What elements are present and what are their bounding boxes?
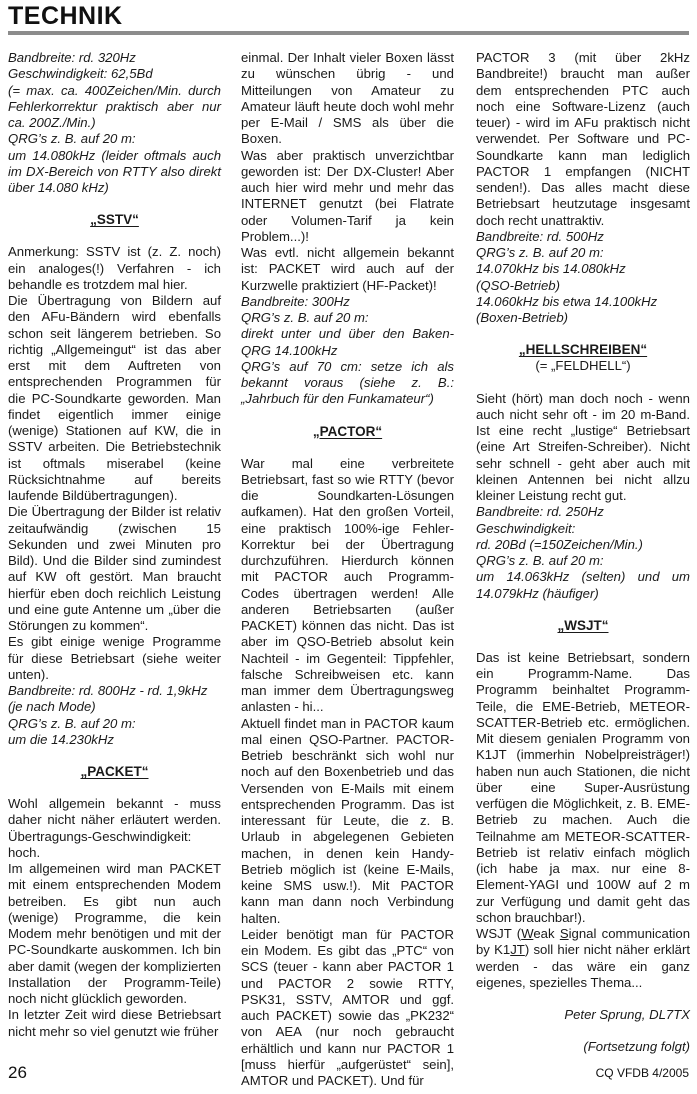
rtty-spec: Bandbreite: rd. 320Hz bbox=[8, 50, 136, 65]
hellschreiben-subheading: (= „FELDHELL“) bbox=[535, 358, 631, 374]
pactor-spec: (Boxen-Betrieb) bbox=[476, 310, 569, 325]
column-1 bbox=[8, 50, 221, 1040]
sstv-spec: QRG’s z. B. auf 20 m: bbox=[8, 715, 136, 731]
hellschreiben-spec: rd. 20Bd (=150Zeichen/Min.) bbox=[476, 536, 643, 552]
packet-spec: QRG’s auf 70 cm: setze ich als bekannt voraus (siehe z. B.: „Jahrbuch für den Funkamateur“) bbox=[241, 358, 454, 407]
sstv-paragraph: Anmerkung: SSTV ist (z. Z. noch) ein analoges(!) Verfahren - ich behandle es trotzdem mal hier. bbox=[8, 244, 221, 292]
pactor-paragraph: Aktuell findet man in PACTOR kaum mal einen QSO-Partner. PACTOR-Betrieb beschränkt sich wohl nur noch auf den Boxenbetrieb und das Versenden von E-Mails mit einem entsprechenden Programm. Das ist interessant für Leute, die z. B. Urlaub in abgelegenen Gebieten machen, in denen kein Handy-Betrieb möglich ist (keine E-Mails, keine SMS usw.!). Mit PACTOR kann man dann noch Verbindung halten. bbox=[241, 715, 454, 926]
continuation-note: (Fortsetzung folgt) bbox=[583, 1039, 690, 1055]
rtty-spec: um 14.080kHz (leider oftmals auch im DX-Bereich von RTTY also direkt über 14.080 kHz) bbox=[8, 147, 221, 195]
pactor-spec: 14.060kHz bis etwa 14.100kHz bbox=[476, 293, 658, 309]
hellschreiben-spec: Bandbreite: rd. 250Hz bbox=[476, 504, 604, 520]
sstv-spec: Bandbreite: rd. 800Hz - rd. 1,9kHz bbox=[8, 683, 208, 698]
wsjt-heading: „WSJT“ bbox=[557, 617, 609, 633]
rtty-spec: Geschwindigkeit: 62,5Bd bbox=[8, 66, 153, 82]
packet-paragraph: Was aber praktisch unverzichtbar geworden ist: Der DX-Cluster! Aber auch hier wird mehr und mehr das INTERNET genutzt (bei Flatrate oder Volumen-Tarif ja kein Problem...)! bbox=[241, 147, 454, 244]
section-title: TECHNIK bbox=[8, 2, 123, 30]
sstv-paragraph: Es gibt einige wenige Programme für diese Betriebsart (siehe weiter unten). bbox=[8, 634, 221, 682]
packet-heading: „PACKET“ bbox=[80, 764, 149, 779]
packet-spec: Bandbreite: 300Hz bbox=[241, 293, 350, 309]
wsjt-paragraph: Das ist keine Betriebsart, sondern ein Programm-Name. Das Programm beinhaltet Programm-Teile, die EME-Betrieb, METEOR-SCATTER-Betrieb etc. ermöglichen. Mit diesem genialen Programm von K1JT (immerhin Nobelpreisträger!) haben nun auch Stationen, die nicht über eine Super-Ausrüstung verfügen die Möglichkeit, z. B. EME-Betrieb zu machen. Auch die Teilnahme am METEOR-SCATTER-Betrieb ist relativ einfach möglich (ich habe ja max. nur eine 8-Element-YAGI und 100W auf 2 m zur Verfügung und damit geht das schon brauchbar!). bbox=[476, 649, 690, 925]
sstv-paragraph: Die Übertragung von Bildern auf den AFu-Bändern wird ebenfalls schon seit längerem betrieben. So richtig „Allgemeingut“ ist das aber erst mit dem Auftreten von entsprechenden Programmen für die PC-Soundkarte geworden. Man findet eigentlich immer einige (wenige) Stationen auf KW, die in SSTV arbeiten. Die Betriebstechnik ist oftmals miserabel (keine Rücksichtnahme auf bereits laufende Bildübertragungen). bbox=[8, 293, 221, 503]
pactor-spec: (QSO-Betrieb) bbox=[476, 277, 560, 293]
packet-spec: direkt unter und über den Baken-QRG 14.100kHz bbox=[241, 326, 454, 358]
pactor-paragraph: Leider benötigt man für PACTOR ein Modem. Es gibt das „PTC“ von SCS (teuer - kann aber PACTOR 1 und PACTOR 2 sowie RTTY, PSK31, SSTV, AMTOR und ggf. auch PACKET) sowie das „PK232“ von AEA (nur noch gebraucht erhältlich und kann nur PACTOR 1 [muss hierfür „aufgerüstet“ sein], AMTOR und PACKET). Und für bbox=[241, 926, 454, 1088]
pactor-spec: Bandbreite: rd. 500Hz bbox=[476, 228, 604, 244]
page-header bbox=[8, 2, 689, 35]
pactor-paragraph: War mal eine verbreitete Betriebsart, fast so wie RTTY (bevor die Soundkarten-Lösungen aufkamen). Hat den großen Vorteil, eine praktisch 100%-ige Fehler-Korrektur bei der Übertragung durchzuführen. Hierdurch können mit PACTOR auch Programm-Codes übertragen werden! Alle anderen Betriebsarten (außer PACKET) können das nicht. Das ist aber im QSO-Betrieb absolut kein Nachteil - im Gegenteil: Tippfehler, falsche Schreibweisen etc. kann man immer dem Übertragungsweg anlasten - hi... bbox=[241, 455, 454, 715]
sstv-spec: (je nach Mode) bbox=[8, 699, 96, 715]
hellschreiben-heading: „HELLSCHREIBEN“ bbox=[518, 342, 648, 358]
sstv-heading: „SSTV“ bbox=[90, 212, 139, 228]
packet-paragraph: Im allgemeinen wird man PACKET mit einem entsprechenden Modem betreiben. Es gibt nun auch (wenige) Programme, die kein Modem mehr benötigen und mit der PC-Soundkarte auskommen. Ich bin aber damit (wegen der komplizierten Installation der Programm-Teile) noch nicht glücklich geworden. bbox=[8, 861, 221, 1006]
header-rule bbox=[8, 31, 689, 35]
sstv-spec: um die 14.230kHz bbox=[8, 731, 114, 747]
pactor-spec: QRG’s z. B. auf 20 m: bbox=[476, 245, 604, 260]
pactor-heading: „PACTOR“ bbox=[312, 423, 383, 439]
rtty-spec: QRG’s z. B. auf 20 m: bbox=[8, 131, 136, 147]
hellschreiben-spec: QRG’s z. B. auf 20 m: bbox=[476, 553, 604, 568]
packet-paragraph: In letzter Zeit wird diese Betriebsart nicht mehr so viel genutzt wie früher bbox=[8, 1007, 221, 1039]
hellschreiben-spec: Geschwindigkeit: bbox=[476, 520, 576, 536]
packet-paragraph: Was evtl. nicht allgemein bekannt ist: PACKET wird auch auf der Kurzwelle praktiziert (HF-Packet)! bbox=[241, 245, 454, 293]
page-number: 26 bbox=[8, 1063, 27, 1082]
author-signature: Peter Sprung, DL7TX bbox=[564, 1007, 690, 1022]
wsjt-paragraph: WSJT (Weak Signal communication by K1JT) soll hier nicht näher erklärt werden - das wäre ein ganz eigenes, spezielles Thema... bbox=[476, 926, 690, 990]
packet-paragraph: einmal. Der Inhalt vieler Boxen lässt zu wünschen übrig - und Mitteilungen von Amateur zu Amateur läuft heute doch wohl mehr per E-Mail / SMS als über die Boxen. bbox=[241, 50, 454, 147]
hellschreiben-paragraph: Sieht (hört) man doch noch - wenn auch nicht sehr oft - im 20 m-Band. Ist eine recht „lustige“ Betriebsart (eine Art Streifen-Schreiber). Nicht sehr schnell - geht aber auch mit kleinen Antennen bei nicht allzu kleiner Leistung recht gut. bbox=[476, 390, 690, 503]
sstv-paragraph: Die Übertragung der Bilder ist relativ zeitaufwändig (zwischen 15 Sekunden und zwei Minuten pro Bild). Und die Bilder sind zumindest auf KW oft gestört. Man braucht hierfür eben doch reichlich Leistung und eine gute Antenne um „über die Störungen zu kommen“. bbox=[8, 504, 221, 633]
pactor-paragraph: PACTOR 3 (mit über 2kHz Bandbreite!) braucht man außer dem entsprechenden PTC auch noch eine Software-Lizenz (auch teuer) - wird im AFu praktisch nicht verwendet. Per Software und PC-Soundkarte kann man lediglich PACTOR 1 empfangen (NICHT senden!). Das alles macht diese Betriebsart heutzutage insgesamt doch recht unattraktiv. bbox=[476, 50, 690, 228]
column-3 bbox=[476, 50, 690, 1056]
column-2 bbox=[241, 50, 454, 1089]
packet-paragraph: Wohl allgemein bekannt - muss daher nicht näher erläutert werden. Übertragungs-Geschwindigkeit: hoch. bbox=[8, 796, 221, 860]
publication-info: CQ VFDB 4/2005 bbox=[595, 1066, 689, 1080]
rtty-spec: (= max. ca. 400Zeichen/Min. durch Fehlerkorrektur praktisch aber nur ca. 200Z./Min.) bbox=[8, 82, 221, 130]
hellschreiben-spec: um 14.063kHz (selten) und um 14.079kHz (häufiger) bbox=[476, 569, 690, 601]
packet-spec: QRG’s z. B. auf 20 m: bbox=[241, 310, 369, 325]
pactor-spec: 14.070kHz bis 14.080kHz bbox=[476, 261, 626, 277]
